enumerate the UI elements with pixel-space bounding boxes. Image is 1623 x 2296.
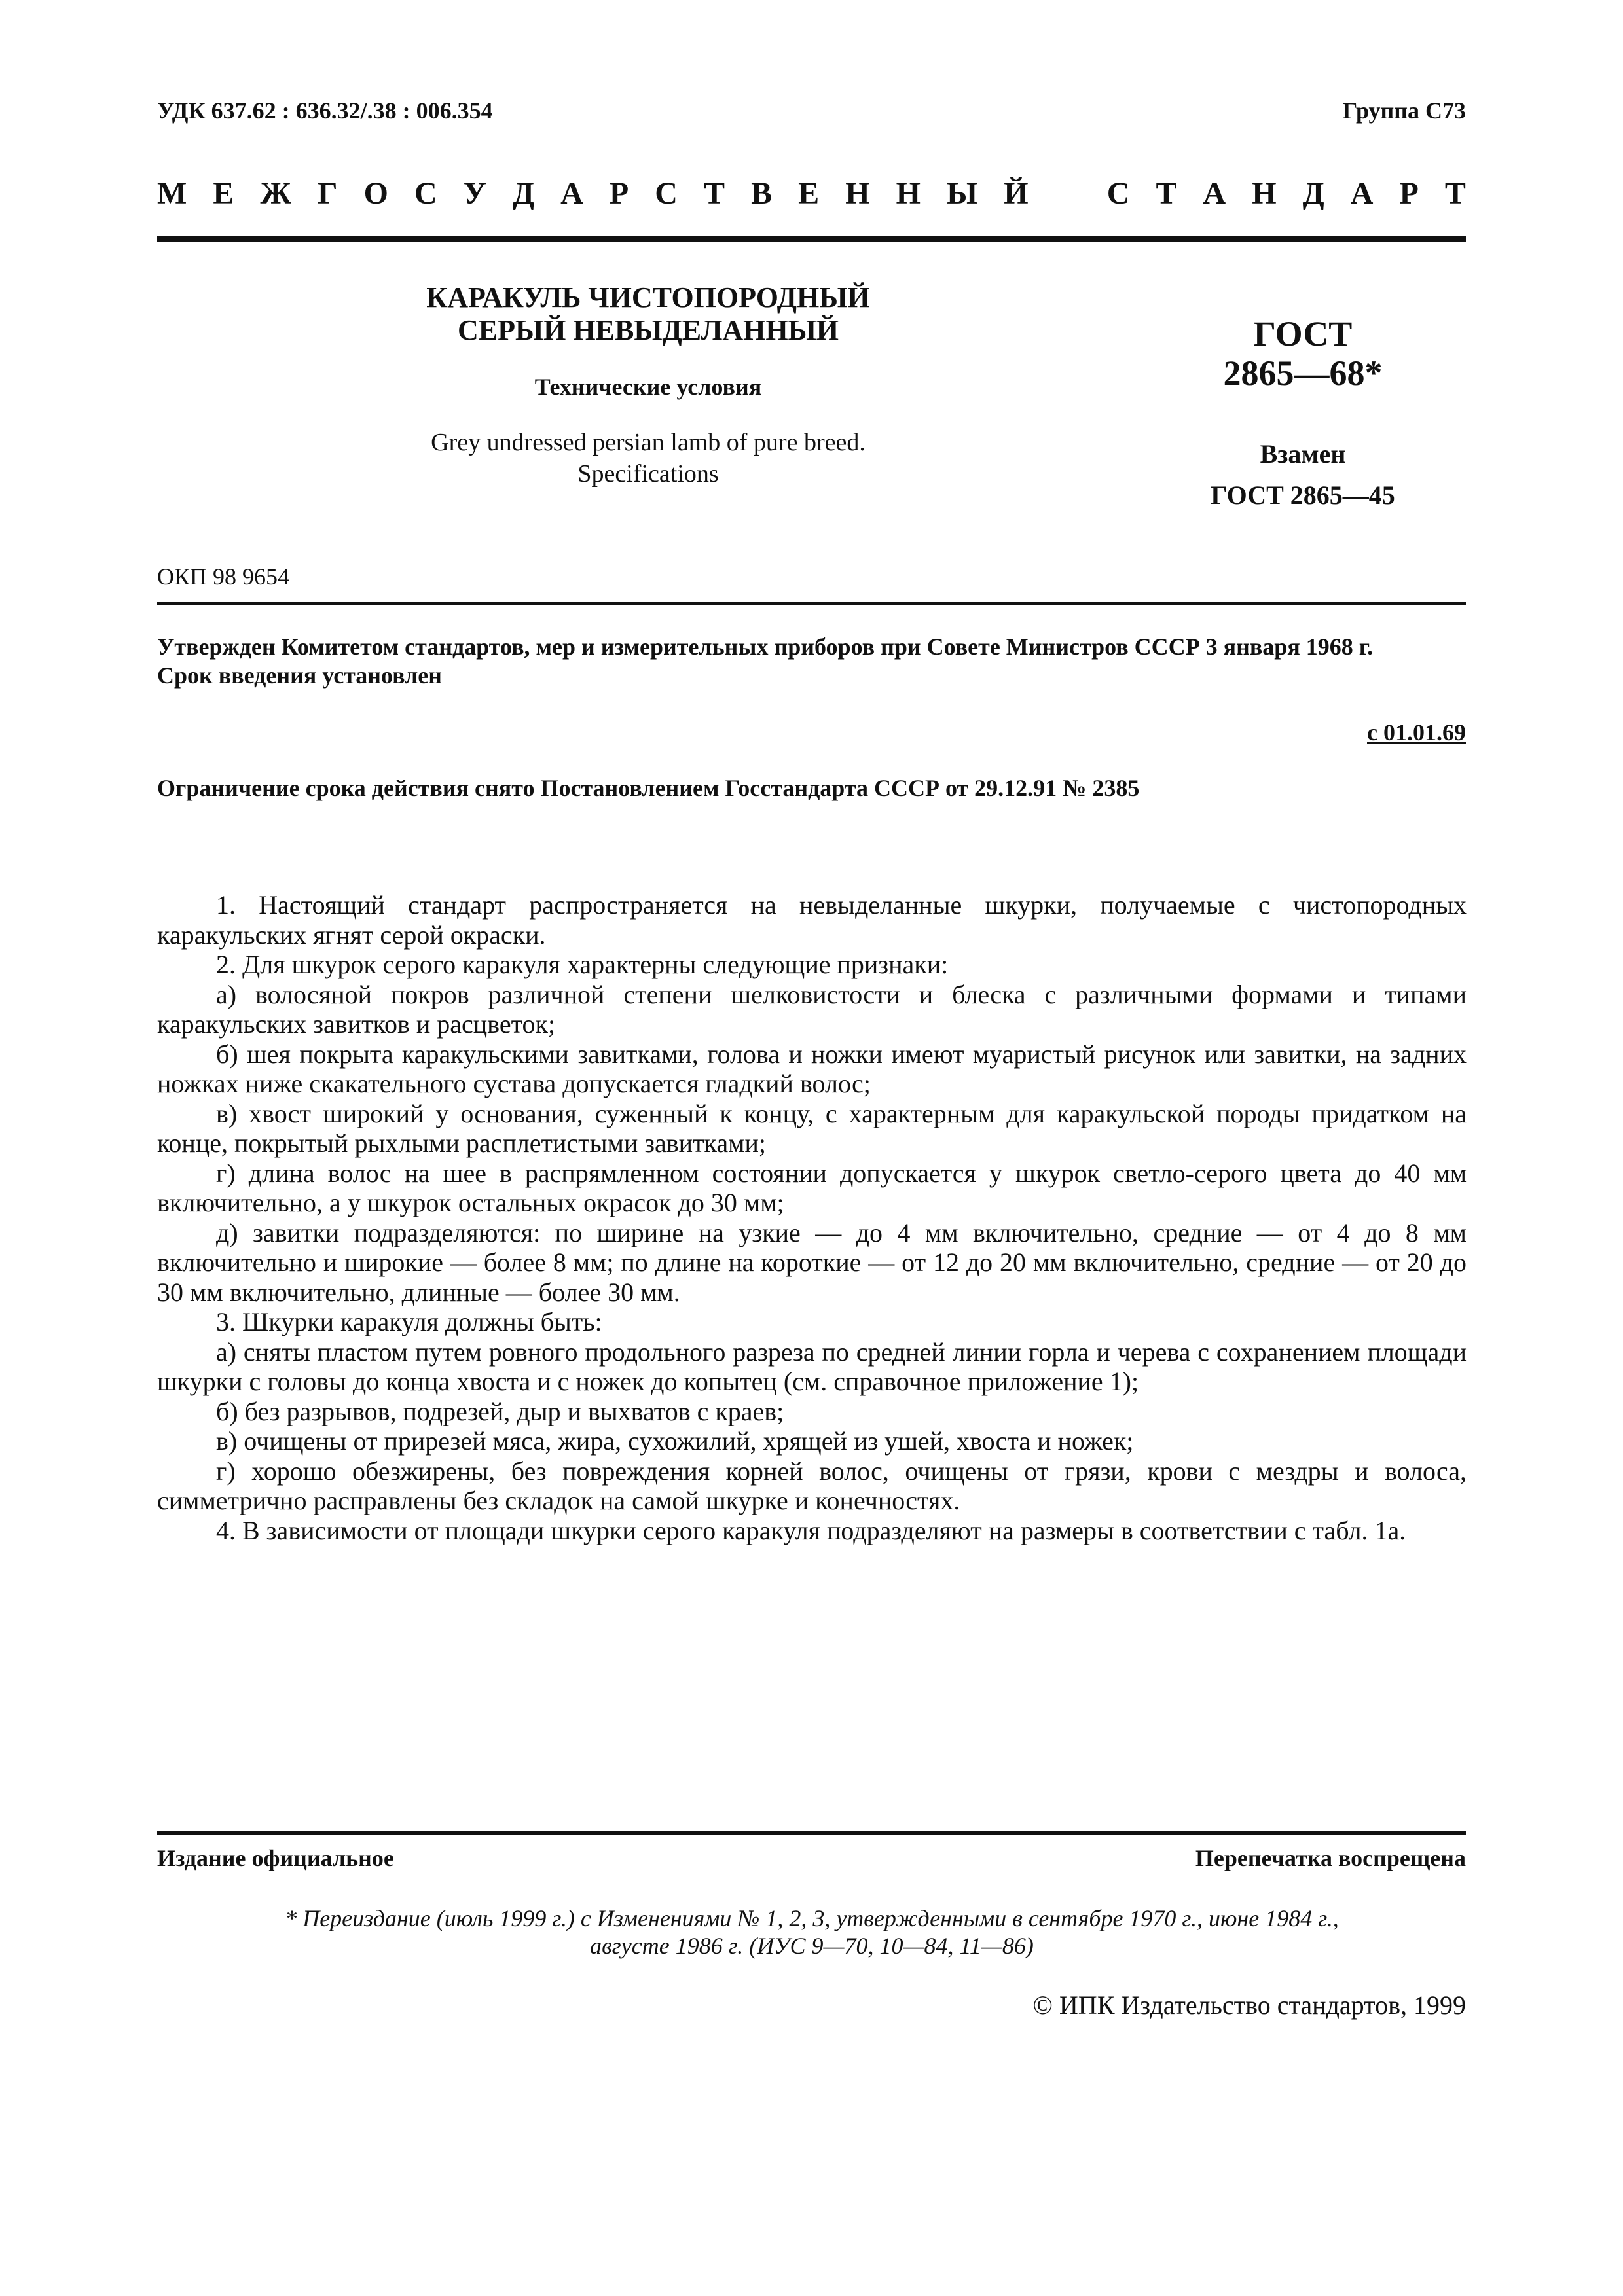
- validity-limit-note: Ограничение срока действия снято Постановлением Госстандарта СССР от 29.12.91 № 2385: [157, 775, 1140, 801]
- body-paragraph: 3. Шкурки каракуля должны быть:: [216, 1307, 602, 1336]
- title-block: [354, 281, 943, 490]
- gost-label: ГОСТ: [1253, 314, 1353, 353]
- heading-letter: Т: [703, 176, 725, 211]
- okp-code: ОКП 98 9654: [157, 564, 290, 590]
- heading-letter: Е: [213, 176, 234, 211]
- heading-letter: Ы: [947, 176, 978, 211]
- body-paragraph: а) сняты пластом путем ровного продольного разреза по средней линии горла и черева с сохранением площади шкурки с головы до конца хвоста и с ножек до копытец (см. справочное приложение 1);: [157, 1336, 1467, 1396]
- reissue-note-line-2: августе 1986 г. (ИУС 9—70, 10—84, 11—86): [590, 1933, 1034, 1959]
- group-code: Группа С73: [1342, 98, 1466, 124]
- reissue-note: [157, 1905, 1467, 1960]
- heading-letter: Н: [1252, 176, 1277, 211]
- gost-number: 2865—68*: [1223, 353, 1383, 393]
- heading-letter: В: [751, 176, 773, 211]
- heading-letter: Р: [609, 176, 629, 211]
- copyright: © ИПК Издательство стандартов, 1999: [1032, 1990, 1466, 2020]
- heading-letter: С: [655, 176, 678, 211]
- heading-letter: Т: [1444, 176, 1466, 211]
- heading-letter: С: [414, 176, 437, 211]
- approval-line-2: Срок введения установлен: [157, 662, 443, 689]
- heading-letter: О: [363, 176, 388, 211]
- heading-letter: Р: [1399, 176, 1419, 211]
- heading-letter: А: [1203, 176, 1226, 211]
- footer-rule: [157, 1831, 1466, 1835]
- title-line-1: КАРАКУЛЬ ЧИСТОПОРОДНЫЙ: [426, 281, 870, 314]
- english-title-line-2: Specifications: [577, 460, 719, 488]
- body-paragraph: 4. В зависимости от площади шкурки серого каракуля подразделяют на размеры в соответствии с табл. 1а.: [216, 1515, 1406, 1545]
- heading-letter: Д: [513, 176, 535, 211]
- okp-rule: [157, 602, 1466, 605]
- body-paragraph: б) без разрывов, подрезей, дыр и выхватов с краев;: [216, 1396, 784, 1426]
- replaced-standard: ГОСТ 2865—45: [1211, 480, 1395, 510]
- body-paragraph: г) длина волос на шее в распрямленном состоянии допускается у шкурок светло-серого цвета до 40 мм включительно, а у шкурок остальных окрасок до 30 мм;: [157, 1158, 1467, 1217]
- heading-letter: Г: [317, 176, 338, 211]
- english-title: [354, 427, 943, 490]
- approval-line-1: Утвержден Комитетом стандартов, мер и измерительных приборов при Совете Министров СССР 3 января 1968 г.: [157, 634, 1374, 660]
- body-paragraph: б) шея покрыта каракульскими завитками, голова и ножки имеют муаристый рисунок или завитки, на задних ножках ниже скакательного сустава допускается гладкий волос;: [157, 1039, 1467, 1098]
- udk-code: УДК 637.62 : 636.32/.38 : 006.354: [157, 98, 493, 124]
- heading-letter: С: [1106, 176, 1130, 211]
- document-body: [157, 890, 1467, 1545]
- english-title-line-1: Grey undressed persian lamb of pure breed.: [431, 429, 866, 456]
- title-line-2: СЕРЫЙ НЕВЫДЕЛАННЫЙ: [457, 314, 839, 346]
- interstate-standard-heading: [157, 175, 1466, 211]
- heading-letter: Д: [1302, 176, 1324, 211]
- body-paragraph: 1. Настоящий стандарт распространяется на невыделанные шкурки, получаемые с чистопородных каракульских ягнят серой окраски.: [157, 890, 1467, 950]
- heading-letter: Н: [845, 176, 870, 211]
- body-paragraph: 2. Для шкурок серого каракуля характерны следующие признаки:: [216, 950, 949, 979]
- gost-block: [1152, 314, 1453, 511]
- heading-letter: Е: [798, 176, 820, 211]
- body-paragraph: в) очищены от прирезей мяса, жира, сухожилий, хрящей из ушей, хвоста и ножек;: [216, 1426, 1134, 1456]
- heading-letter: А: [1350, 176, 1374, 211]
- header-rule-thick: [157, 236, 1466, 242]
- heading-letter: Т: [1156, 176, 1177, 211]
- body-paragraph: а) волосяной покров различной степени шелковистости и блеска с различными формами и типами каракульских завитков и расцветок;: [157, 979, 1467, 1039]
- heading-letter: М: [157, 176, 187, 211]
- subtitle: Технические условия: [534, 374, 762, 400]
- heading-letter: Й: [1004, 176, 1029, 211]
- reprint-prohibited-label: Перепечатка воспрещена: [1195, 1845, 1466, 1871]
- heading-word-gap: [1055, 175, 1081, 211]
- heading-letter: Ж: [260, 176, 291, 211]
- heading-letter: У: [463, 176, 486, 211]
- official-edition-label: Издание официальное: [157, 1845, 394, 1871]
- replace-label: Взамен: [1260, 439, 1346, 469]
- body-paragraph: г) хорошо обезжирены, без повреждения корней волос, очищены от грязи, крови с мездры и волоса, симметрично расправлены без складок на самой шкурке и конечностях.: [157, 1456, 1467, 1515]
- introduction-date: с 01.01.69: [1367, 719, 1466, 745]
- approval-text: [157, 632, 1467, 690]
- heading-letter: А: [560, 176, 583, 211]
- heading-letter: Н: [896, 176, 921, 211]
- reissue-note-line-1: * Переиздание (июль 1999 г.) с Изменениями № 1, 2, 3, утвержденными в сентябре 1970 г., июне 1984 г.,: [285, 1905, 1339, 1931]
- body-paragraph: д) завитки подразделяются: по ширине на узкие — до 4 мм включительно, средние — от 4 до 8 мм включительно и широкие — более 8 мм; по длине на короткие — от 12 до 20 мм включительно, средние — от 20 до 30 мм включительно, длинные — более 30 мм.: [157, 1217, 1467, 1307]
- body-paragraph: в) хвост широкий у основания, суженный к концу, с характерным для каракульской породы придатком на конце, покрытый рыхлыми расплетистыми завитками;: [157, 1098, 1467, 1158]
